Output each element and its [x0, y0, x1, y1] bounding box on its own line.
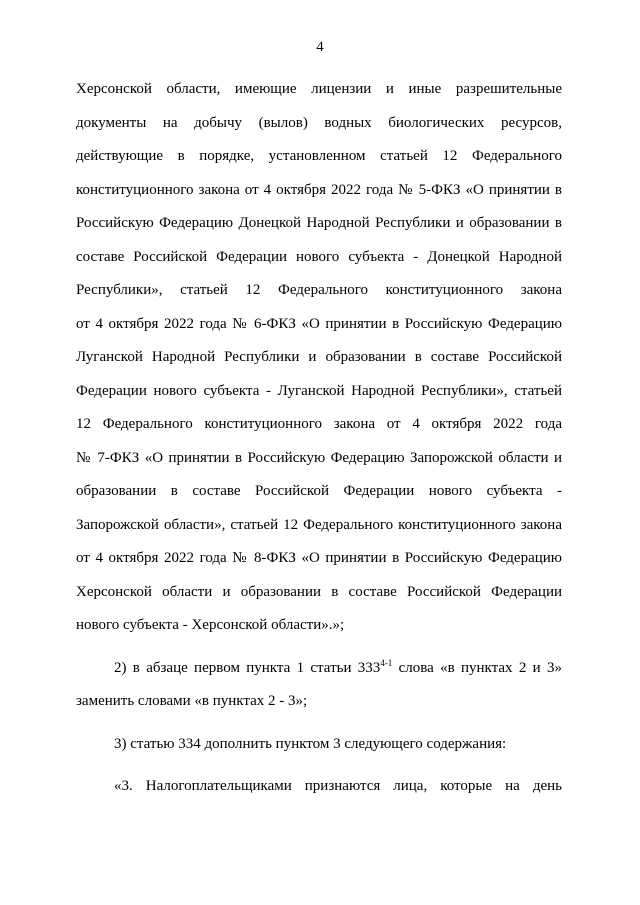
text-line: документы на добычу (вылов) водных биологических ресурсов, [76, 114, 562, 131]
document-body [76, 73, 562, 804]
text-line: нового субъекта - Херсонской области».»; [76, 617, 345, 633]
text-line: от 4 октября 2022 года № 6-ФКЗ «О принятии в Российскую Федерацию [76, 315, 562, 332]
item-2-text-cont: слова «в пунктах 2 и 3» [392, 659, 562, 676]
item-2-text: 2) в абзаце первом пункта 1 статьи 333 [114, 659, 381, 676]
text-line: конституционного закона от 4 октября 2022 года № 5-ФКЗ «О принятии в [76, 181, 562, 198]
text-line: Федерации нового субъекта - Луганской Народной Республики», статьей [76, 382, 562, 399]
text-line: Республики», статьей 12 Федерального конституционного закона [76, 282, 562, 298]
text-line: от 4 октября 2022 года № 8-ФКЗ «О принятии в Российскую Федерацию [76, 550, 562, 566]
item-3-line: 3) статью 334 дополнить пунктом 3 следующего содержания: [114, 735, 507, 752]
text-line: Херсонской области и образовании в составе Российской Федерации [76, 583, 562, 600]
text-line: 12 Федерального конституционного закона от 4 октября 2022 года [76, 416, 562, 432]
text-line: Луганской Народной Республики и образовании в составе Российской [76, 349, 562, 365]
text-line: Херсонской области, имеющие лицензии и иные разрешительные [76, 81, 562, 97]
article-superscript: 4-1 [380, 657, 393, 668]
text-line: составе Российской Федерации нового субъекта - Донецкой Народной [76, 248, 562, 265]
item-3-quote-line: «3. Налогоплательщиками признаются лица, которые на день [114, 778, 562, 794]
text-line: действующие в порядке, установленном статьей 12 Федерального [76, 148, 562, 164]
text-line: № 7-ФКЗ «О принятии в Российскую Федерацию Запорожской области и [76, 449, 562, 466]
text-line: образовании в составе Российской Федерации нового субъекта - [76, 483, 562, 499]
page-number: 4 [316, 39, 324, 55]
text-line: Российскую Федерацию Донецкой Народной Республики и образовании в [76, 215, 562, 231]
item-2-line-1 [76, 652, 562, 686]
text-line: Запорожской области», статьей 12 Федерального конституционного закона [76, 516, 562, 533]
item-2-line-2: заменить словами «в пунктах 2 - 3»; [76, 693, 308, 709]
